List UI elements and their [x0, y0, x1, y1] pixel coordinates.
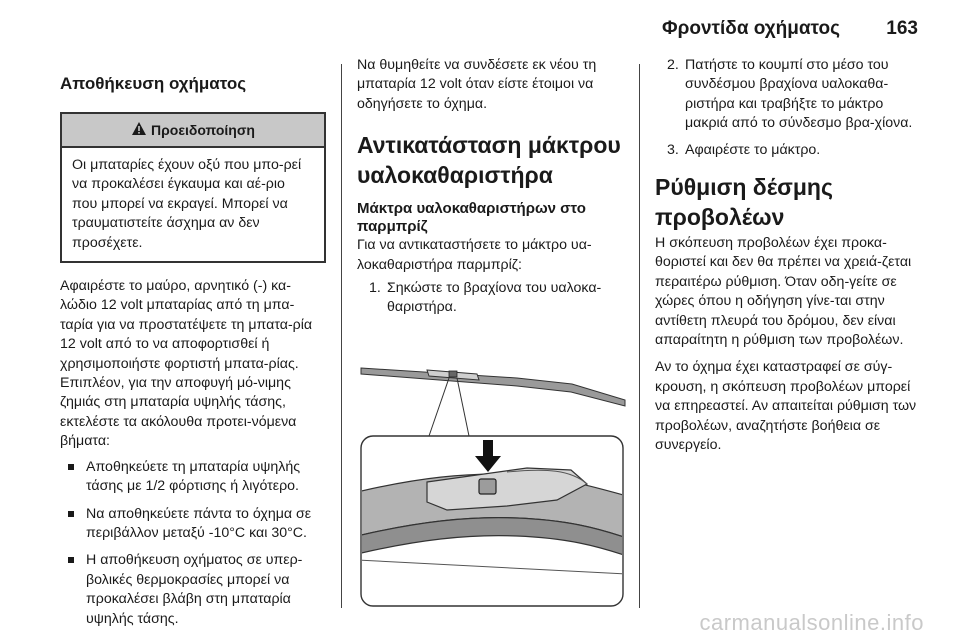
headlamp-paragraph-2: Αν το όχημα έχει καταστραφεί σε σύγ-κρουση, η σκόπευση προβολέων μπορεί να επηρεαστεί. Αν απαιτείται ρύθμιση των προβολέων, αναζητήστε βοήθεια σε συνεργείο.	[655, 359, 917, 454]
warning-triangle-icon	[131, 115, 147, 147]
list-item: 1. Σηκώστε το βραχίονα του υαλοκα-θαριστήρα.	[369, 280, 602, 316]
list-item: Η αποθήκευση οχήματος σε υπερ-βολικές θερμοκρασίες μπορεί να προκαλέσει βλάβη στη μπαταρία υψηλής τάσης.	[60, 551, 324, 629]
storage-paragraph: Αφαιρέστε το μαύρο, αρνητικό (-) κα-λώδιο 12 volt μπαταρίας από τη μπα-ταρία για να προστατέψετε τη μπατα-ρία 12 volt από το να αποφορτισθεί ή χρησιμοποιήστε φορτιστή μπατα-ρίας. Επιπλέον, για την αποφυγή μό-νιμης ζημιάς στη μπαταρία υψηλής τάσης, εκτελέστε τα ακόλουθα προτει-νόμενα βήματα:	[60, 278, 313, 450]
reconnect-paragraph: Να θυμηθείτε να συνδέσετε εκ νέου τη μπαταρία 12 volt όταν είστε έτοιμοι να οδηγήσετε το όχημα.	[357, 57, 597, 112]
section-title: Φροντίδα οχήματος	[662, 18, 840, 39]
wiper-steps-continued	[655, 56, 923, 160]
wiper-steps	[357, 279, 625, 318]
list-item: 2. Πατήστε το κουμπί στο μέσο του συνδέσμου βραχίονα υαλοκαθα-ριστήρα και τραβήξτε το μάκτρο μακριά από το σύνδεσμο βρα-χίονα.	[667, 57, 913, 132]
wiper-heading: Αντικατάσταση μάκτρου υαλοκαθαριστήρα	[357, 132, 621, 189]
column-2	[357, 57, 625, 325]
column-divider	[639, 64, 640, 608]
release-button	[479, 479, 496, 494]
warning-text: Οι μπαταρίες έχουν οξύ που μπο-ρεί να προκαλέσει έγκαυμα και αέ-ριο που μπορεί να εκραγεί. Μπορεί να τραυματιστείτε άσχημα αν δεν προσέχετε.	[72, 157, 302, 251]
list-item: Αποθηκεύετε τη μπαταρία υψηλής τάσης με 1/2 φόρτισης ή λιγότερο.	[60, 458, 324, 497]
warning-title: Προειδοποίηση	[151, 122, 255, 138]
page-header	[0, 18, 960, 48]
page-number: 163	[886, 18, 918, 39]
warning-box	[60, 112, 326, 263]
watermark: carmanualsonline.info	[699, 610, 924, 635]
wiper-illustration	[357, 360, 627, 610]
column-3	[655, 57, 923, 456]
storage-bullets	[60, 458, 324, 629]
warning-header	[62, 114, 324, 148]
wiper-arm-overview	[361, 368, 625, 406]
storage-heading: Αποθήκευση οχήματος	[60, 74, 247, 93]
headlamp-paragraph-1: Η σκόπευση προβολέων έχει προκα-θοριστεί και δεν θα πρέπει να χρειά-ζεται περαιτέρω ρύθμιση. Όταν οδη-γείτε σε χώρες όπου η οδήγηση γίνε-ται στην αντίθετη πλευρά του δρόμου, δεν είναι απαραίτητη η ρύθμιση των προβολέων.	[655, 235, 912, 349]
wiper-paragraph: Για να αντικαταστήσετε το μάκτρο υα-λοκαθαριστήρα παρμπρίζ:	[357, 237, 592, 273]
headlamp-heading: Ρύθμιση δέσμης προβολέων	[655, 174, 833, 231]
wiper-subheading: Μάκτρα υαλοκαθαριστήρων στο παρμπρίζ	[357, 200, 586, 236]
list-item: Να αποθηκεύετε πάντα το όχημα σε περιβάλλον μεταξύ -10°C και 30°C.	[60, 505, 324, 544]
column-divider	[341, 64, 342, 608]
list-item: 3. Αφαιρέστε το μάκτρο.	[667, 141, 821, 158]
column-1	[60, 64, 324, 637]
